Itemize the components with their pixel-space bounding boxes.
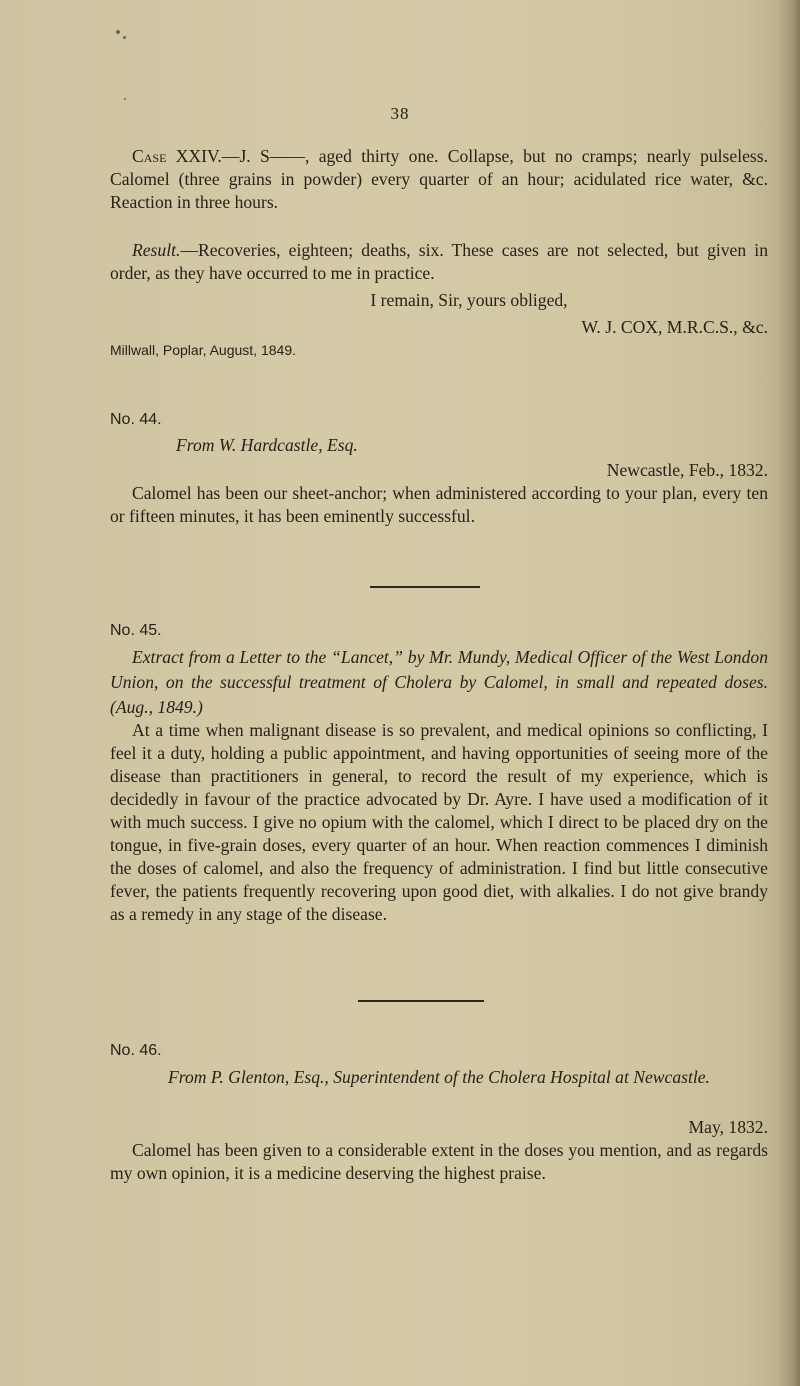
letter-44-date-block	[110, 459, 768, 482]
case-24	[110, 145, 768, 214]
letter-dateline: Newcastle, Feb., 1832.	[606, 460, 768, 480]
section-divider	[358, 1000, 484, 1002]
result-paragraph	[110, 239, 768, 285]
letter-44	[110, 409, 768, 431]
ink-speck	[124, 98, 126, 100]
letter-dateline: May, 1832.	[688, 1117, 768, 1137]
letter-heading: From W. Hardcastle, Esq.	[176, 435, 358, 455]
letter-number: No. 44.	[110, 411, 162, 428]
result-label: Result.	[132, 240, 181, 260]
letter-body: Calomel has been given to a considerable extent in the doses you mention, and as regards my own opinion, it is a medicine deserving the highest praise.	[110, 1140, 768, 1183]
letter-heading: Extract from a Letter to the “Lancet,” by Mr. Mundy, Medical Officer of the West London Union, on the successful treatment of Cholera by Calomel, in small and repeated doses. (Aug., 1849.)	[110, 647, 768, 717]
signature-block	[110, 316, 768, 339]
result-text: —Recoveries, eighteen; deaths, six. These cases are not selected, but given in order, as they have occurred to me in practice.	[110, 240, 768, 283]
ink-speck	[123, 36, 126, 39]
letter-number: No. 46.	[110, 1042, 162, 1059]
case-text: —J. S——, aged thirty one. Collapse, but no cramps; nearly pulseless. Calomel (three grains in powder) every quarter of an hour; acidulated rice water, &c. Reaction in three hours.	[110, 146, 768, 212]
letter-44-heading-block	[110, 434, 768, 457]
signature-place: Millwall, Poplar, August, 1849.	[110, 342, 296, 358]
letter-44-body	[110, 482, 768, 528]
signature: W. J. COX, M.R.C.S., &c.	[581, 317, 768, 337]
section-divider	[370, 586, 480, 588]
letter-heading: From P. Glenton, Esq., Superintendent of the Cholera Hospital at Newcastle.	[168, 1067, 710, 1087]
letter-46-heading-block	[110, 1065, 768, 1090]
letter-number: No. 45.	[110, 622, 162, 639]
closing-remain: I remain, Sir, yours obliged,	[370, 290, 568, 310]
letter-45-body	[110, 719, 768, 926]
page-edge-shadow	[778, 0, 800, 1386]
place-block	[110, 340, 768, 360]
letter-body: At a time when malignant disease is so prevalent, and medical opinions so conflicting, I feel it a duty, holding a public appointment, and having opportunities of seeing more of the disease than practitioners in general, to record the result of my experience, which is decidedly in favour of the practice advocated by Dr. Ayre. I have used a modification of it with much success. I give no opium with the calomel, which I direct to be placed dry on the tongue, in five-grain doses, every quarter of an hour. When reaction commences I diminish the doses of calomel, and also the frequency of administration. I find but little consecutive fever, the patients frequently recovering upon good diet, with alkalies. I do not give brandy as a remedy in any stage of the disease.	[110, 720, 768, 924]
ink-speck	[116, 30, 120, 34]
letter-45	[110, 620, 768, 642]
result-section	[110, 239, 768, 285]
page-number: 38	[390, 104, 410, 123]
case-label: Case XXIV.	[132, 146, 222, 166]
letter-46	[110, 1040, 768, 1062]
letter-46-body	[110, 1139, 768, 1185]
letter-45-heading-block	[110, 645, 768, 720]
letter-46-date-block	[110, 1116, 768, 1139]
case-24-paragraph	[110, 145, 768, 214]
letter-body: Calomel has been our sheet-anchor; when administered according to your plan, every ten or fifteen minutes, it has been eminently successful.	[110, 483, 768, 526]
letter-closing	[110, 289, 768, 312]
